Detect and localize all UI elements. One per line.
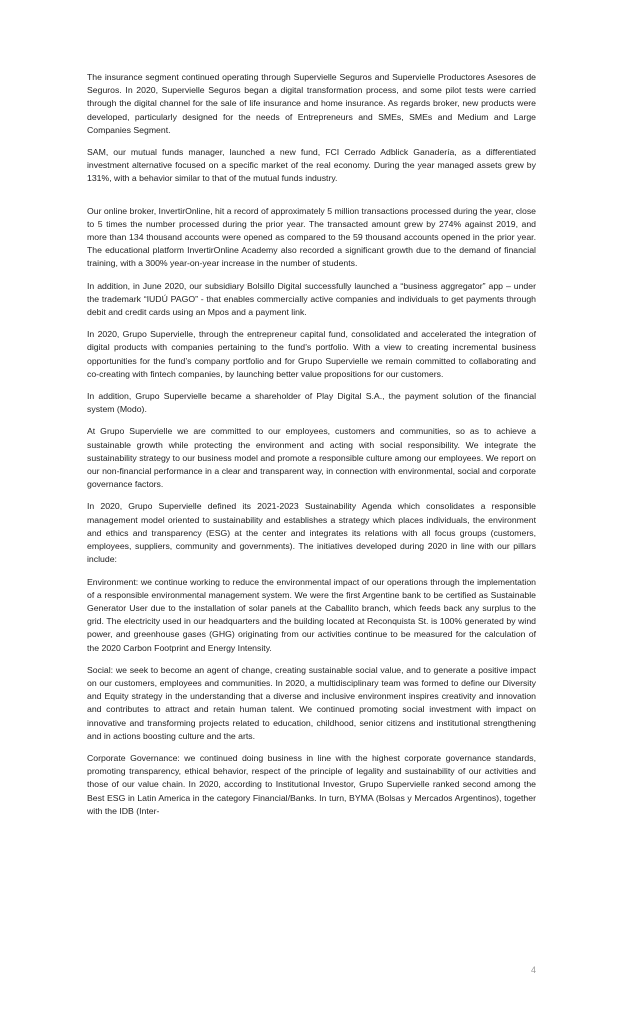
paragraph-corporate-governance: Corporate Governance: we continued doing business in line with the highest corporate governance standards, promoting transparency, ethical behavior, respect of the principle of legality and sustainability of our activities and those of our value chain. In 2020, according to Institutional Investor, Grupo Supervielle ranked second among the Best ESG in Latin America in the category Financial/Banks. In turn, BYMA (Bolsas y Mercados Argentinos), together with the IDB (Inter- <box>87 752 536 816</box>
paragraph-sustainability-agenda: In 2020, Grupo Supervielle defined its 2021-2023 Sustainability Agenda which consolidates a responsible management model oriented to sustainability and establishes a strategy which places individuals, the environment and ethics and transparency (ESG) at the center and integrates its relations with all focus groups (customers, employees, suppliers, community and governments). The initiatives developed during 2020 in line with our pillars include: <box>87 501 536 565</box>
paragraph-insurance: The insurance segment continued operating through Supervielle Seguros and Supervielle Productores Asesores de Seguros. In 2020, Supervielle Seguros began a digital transformation process, and some pilot tests were carried through the digital channel for the sale of life insurance and home insurance. As regards broker, new products were developed, particularly designed for the needs of Entrepreneurs and SMEs, SMEs and Medium and Large Companies Segment. <box>87 72 536 135</box>
paragraph-bolsillo-digital: In addition, in June 2020, our subsidiary Bolsillo Digital successfully launched a “business aggregator” app – under the trademark “IUDÚ PAGO” - that enables commercially active companies and individuals to get payments through debit and credit cards using an Mpos and a payment link. <box>87 280 536 318</box>
paragraph-commitment: At Grupo Supervielle we are committed to our employees, customers and communities, so as to achieve a sustainable growth while protecting the environment and acting with social responsibility. We integrate the sustainability strategy to our business model and promote a responsible culture among our employees. We report on our non-financial performance in a clear and transparent way, in connection with environmental, social and corporate governance factors. <box>87 426 536 490</box>
paragraph-mutual-funds: SAM, our mutual funds manager, launched a new fund, FCI Cerrado Adblick Ganadería, as a differentiated investment alternative focused on a specific market of the real economy. During the year managed assets grew by 131%, with a behavior similar to that of the mutual funds industry. <box>87 147 536 184</box>
paragraph-capital-fund: In 2020, Grupo Supervielle, through the entrepreneur capital fund, consolidated and accelerated the integration of digital products with companies pertaining to the fund’s portfolio. With a view to creating incremental business opportunities for the fund’s company portfolio and for Grupo Supervielle we remain committed to collaborating and co-creating with fintech companies, by launching better value propositions for our customers. <box>87 329 536 379</box>
paragraph-social: Social: we seek to become an agent of change, creating sustainable social value, and to generate a positive impact on our customers, employees and communities. In 2020, a multidisciplinary team was formed to define our Diversity and Equity strategy in the understanding that a diverse and inclusive environment inspires creativity and innovation and contributes to attract and retain human talent. We continued promoting social investment with impact on innovative and transforming projects related to education, childhood, senior citizens and institutional strengthening and in actions boosting culture and the arts. <box>87 664 536 741</box>
paragraph-environment: Environment: we continue working to reduce the environmental impact of our operations through the implementation of a responsible environmental management system. We were the first Argentine bank to be certified as Sustainable Generator User due to the installation of solar panels at the Caballito branch, which feeds back any surplus to the grid. The electricity used in our headquarters and the building located at Reconquista St. is 100% generated by wind power, and greenhouse gases (GHG) originating from our activities continue to be measured for the calculation of the 2020 Carbon Footprint and Energy Intensity. <box>87 576 536 653</box>
paragraph-play-digital: In addition, Grupo Supervielle became a shareholder of Play Digital S.A., the payment solution of the financial system (Modo). <box>87 391 536 415</box>
paragraph-online-broker: Our online broker, InvertirOnline, hit a record of approximately 5 million transactions processed during the year, close to 5 times the number processed during the prior year. The transacted amount grew by 274% against 2019, and more than 134 thousand accounts were opened as compared to the 59 thousand accounts opened in the prior year. The educational platform InvertirOnline Academy also recorded a significant growth due to the demand of financial training, with a 300% year-on-year increase in the number of students. <box>87 205 536 269</box>
body-text <box>87 71 536 827</box>
page-number: 4 <box>530 965 536 975</box>
